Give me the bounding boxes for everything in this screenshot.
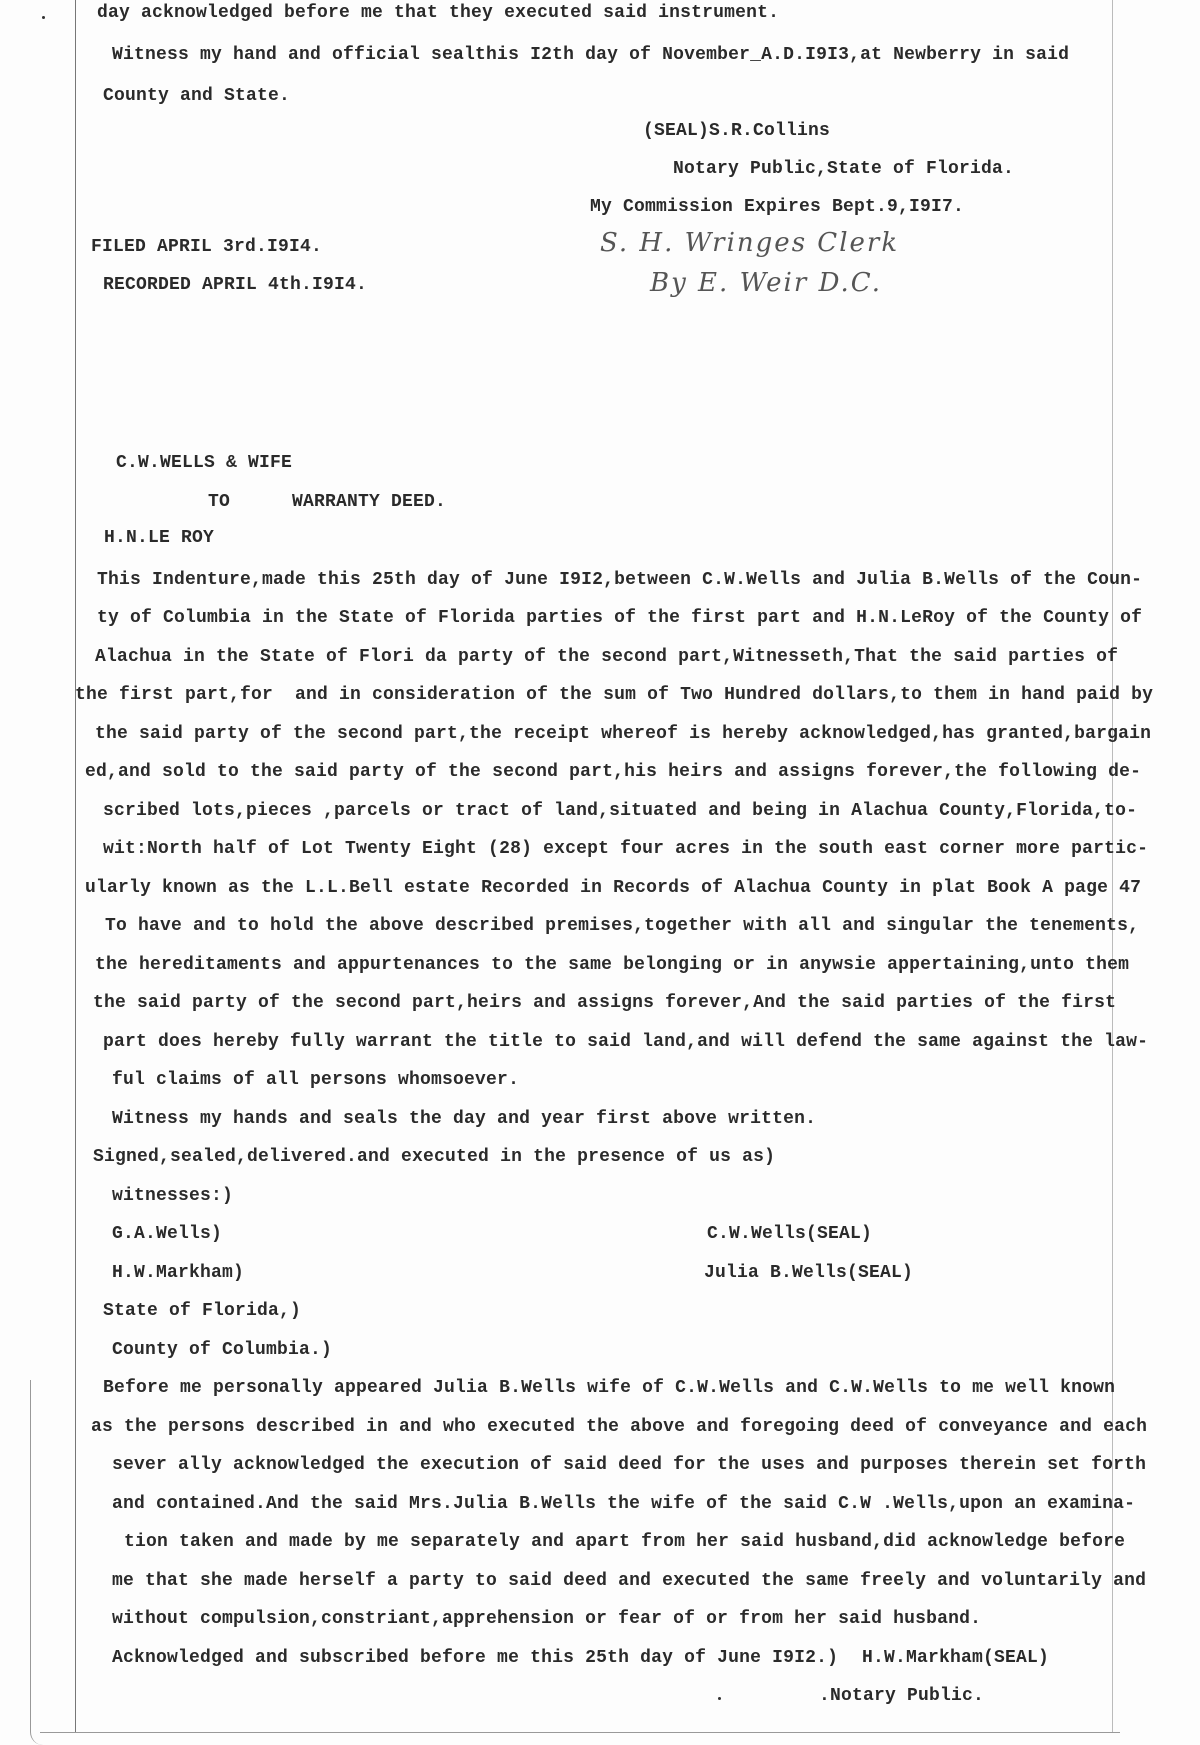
speck: [42, 16, 45, 19]
notary-line-1: day acknowledged before me that they executed said instrument.: [97, 3, 780, 23]
body-line: To have and to hold the above described premises,together with all and singular the tenements,: [105, 916, 1140, 936]
ack-state: State of Florida,): [103, 1301, 302, 1321]
heading-to: TO: [208, 492, 231, 512]
body-line: the hereditaments and appurtenances to the same belonging or in anywsie appertaining,unto them: [95, 955, 1130, 975]
witness-1: G.A.Wells): [112, 1224, 223, 1244]
witness-2: H.W.Markham): [112, 1263, 245, 1283]
ack-line: sever ally acknowledged the execution of said deed for the uses and purposes therein set forth: [112, 1455, 1147, 1475]
body-line: Alachua in the State of Flori da party of the second part,Witnesseth,That the said parties of: [95, 647, 1119, 667]
grantee-heading: H.N.LE ROY: [104, 528, 215, 548]
ack-line: and contained.And the said Mrs.Julia B.Wells the wife of the said C.W .Wells,upon an examina-: [112, 1494, 1136, 1514]
grantor-1-signature: C.W.Wells(SEAL): [707, 1224, 873, 1244]
body-line: scribed lots,pieces ,parcels or tract of land,situated and being in Alachua County,Florida,to-: [103, 801, 1138, 821]
grantor-2-signature: Julia B.Wells(SEAL): [704, 1263, 914, 1283]
ack-notary-seal: H.W.Markham(SEAL): [862, 1648, 1050, 1668]
ack-line: me that she made herself a party to said deed and executed the same freely and voluntarily and: [112, 1571, 1147, 1591]
body-line: wit:North half of Lot Twenty Eight (28) except four acres in the south east corner more partic-: [103, 839, 1149, 859]
body-line: ful claims of all persons whomsoever.: [112, 1070, 520, 1090]
notary-title: Notary Public,State of Florida.: [673, 159, 1015, 179]
notary-line-3: County and State.: [103, 86, 291, 106]
deputy-signature: By E. Weir D.C.: [650, 268, 882, 298]
body-line: witnesses:): [112, 1186, 234, 1206]
grantor-heading: C.W.WELLS & WIFE: [116, 453, 293, 473]
page-curl-edge: [30, 1380, 43, 1745]
notary-seal-name: (SEAL)S.R.Collins: [643, 121, 831, 141]
ack-notary-title: .Notary Public.: [819, 1686, 985, 1706]
body-line: the first part,for and in consideration of the sum of Two Hundred dollars,to them in hand paid by: [75, 685, 1154, 705]
body-line: the said party of the second part,heirs and assigns forever,And the said parties of the first: [93, 993, 1117, 1013]
bottom-edge: [40, 1732, 1120, 1733]
body-line: Signed,sealed,delivered.and executed in the presence of us as): [93, 1147, 776, 1167]
ack-line: tion taken and made by me separately and apart from her said husband,did acknowledge before: [124, 1532, 1126, 1552]
ack-line: Before me personally appeared Julia B.Wells wife of C.W.Wells and C.W.Wells to me well known: [103, 1378, 1116, 1398]
body-line: ed,and sold to the said party of the second part,his heirs and assigns forever,the following de-: [85, 762, 1142, 782]
filed-date: FILED APRIL 3rd.I9I4.: [91, 237, 323, 257]
body-line: ularly known as the L.L.Bell estate Recorded in Records of Alachua County in plat Book A page 47: [85, 878, 1142, 898]
ack-subscribed: Acknowledged and subscribed before me this 25th day of June I9I2.): [112, 1648, 839, 1668]
clerk-signature: S. H. Wringes Clerk: [600, 228, 900, 258]
ack-line: as the persons described in and who executed the above and foregoing deed of conveyance and each: [91, 1417, 1148, 1437]
body-line: the said party of the second part,the receipt whereof is hereby acknowledged,has granted,bargain: [95, 724, 1152, 744]
body-line: Witness my hands and seals the day and year first above written.: [112, 1109, 817, 1129]
body-line: This Indenture,made this 25th day of June I9I2,between C.W.Wells and Julia B.Wells of the Coun-: [97, 570, 1143, 590]
body-line: ty of Columbia in the State of Florida parties of the first part and H.N.LeRoy of the County of: [97, 608, 1143, 628]
ack-county: County of Columbia.): [112, 1340, 333, 1360]
left-margin-rule: [75, 0, 76, 1732]
deed-type: WARRANTY DEED.: [292, 492, 447, 512]
body-line: part does hereby fully warrant the title to said land,and will defend the same against the law-: [103, 1032, 1149, 1052]
speck: [718, 1697, 721, 1700]
notary-commission: My Commission Expires Bept.9,I9I7.: [590, 197, 965, 217]
notary-line-2: Witness my hand and official sealthis I2th day of November_A.D.I9I3,at Newberry in said: [112, 45, 1070, 65]
recorded-date: RECORDED APRIL 4th.I9I4.: [103, 275, 368, 295]
ack-line: without compulsion,constriant,apprehension or fear of or from her said husband.: [112, 1609, 982, 1629]
